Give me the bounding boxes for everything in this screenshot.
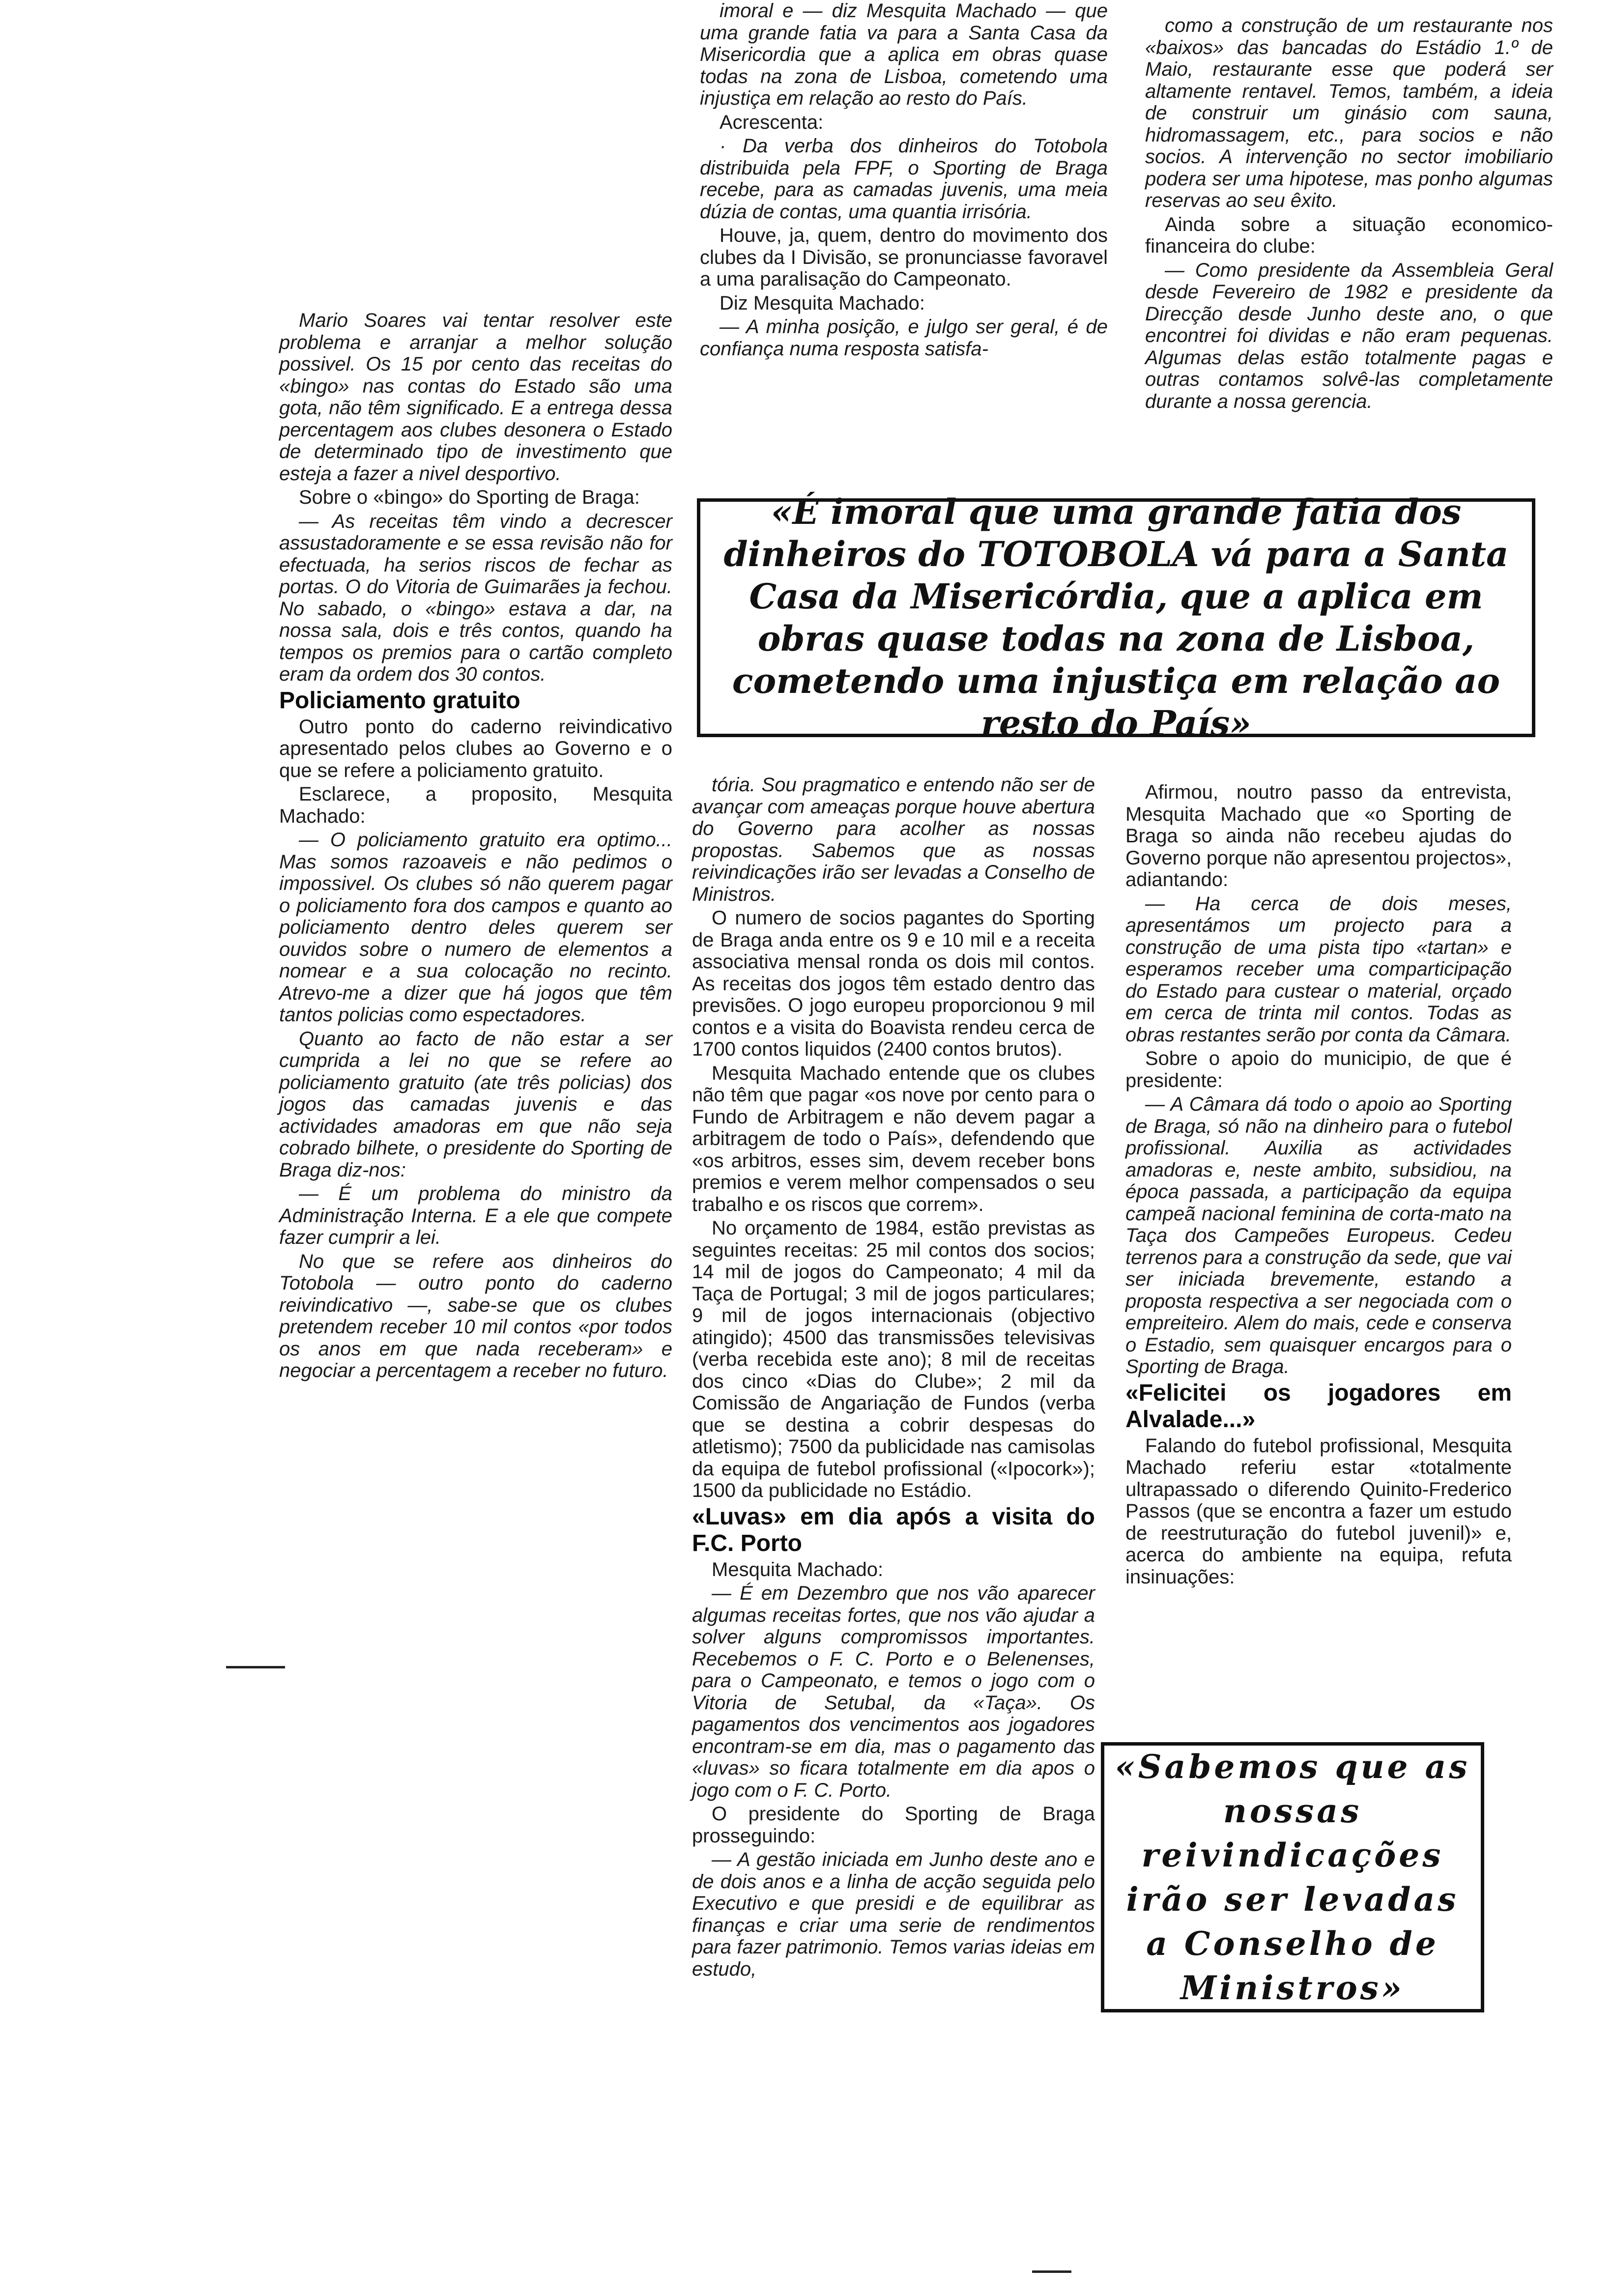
article-paragraph: — Ha cerca de dois meses, apresentámos um projecto para a construção de uma pista tipo «tartan» e esperamos receber uma comparticipação do Estado para custear o material, orçado em cerca de trinta mil contos. Todas as obras restantes serão por conta da Câmara. (1125, 892, 1512, 1046)
article-paragraph: — O policiamento gratuito era optimo... Mas somos razoaveis e não pedimos o impossivel. Os clubes só não querem pagar o policiamento fora dos campos e quanto ao policiamento dentro deles querem ser ouvidos sobre o numero de elementos a nomear e a sua colocação no recinto. Atrevo-me a dizer que há jogos que têm tantos policias como espectadores. (279, 829, 672, 1026)
article-paragraph: Sobre o «bingo» do Sporting de Braga: (299, 487, 640, 508)
pullquote-main-text: «É imoral que uma grande fatia dos dinheiros do TOTOBOLA vá para a Santa Casa da Misericórdia, que a aplica em obras quase todas na zona de Lisboa, cometendo uma injustiça em relação ao resto do País» (723, 491, 1509, 744)
article-paragraph: Acrescenta: (720, 111, 824, 133)
column-top-middle (700, 0, 1108, 362)
article-paragraph: Houve, ja, quem, dentro do movimento dos clubes da I Divisão, se pronunciasse favoravel a uma paralisação do Campeonato. (700, 225, 1108, 290)
article-paragraph: Sobre o apoio do municipio, de que é presidente: (1125, 1048, 1512, 1091)
article-paragraph: Afirmou, noutro passo da entrevista, Mesquita Machado que «o Sporting de Braga so ainda não recebeu ajudas do Governo porque não apresentou projectos», adiantando: (1125, 781, 1512, 890)
article-paragraph: · Da verba dos dinheiros do Totobola distribuida pela FPF, o Sporting de Braga recebe, para as camadas juvenis, uma meia dúzia de contas, uma quantia irrisória. (700, 135, 1108, 223)
article-paragraph: O numero de socios pagantes do Sporting de Braga anda entre os 9 e 10 mil e a receita associativa mensal ronda os dois mil contos. As receitas dos jogos têm estado dentro das previsões. O jogo europeu proporcionou 9 mil contos e a visita do Boavista rendeu cerca de 1700 contos liquidos (2400 contos brutos). (692, 907, 1095, 1060)
article-paragraph: Ainda sobre a situação economico-financeira do clube: (1145, 213, 1553, 257)
article-paragraph: como a construção de um restaurante nos «baixos» das bancadas do Estádio 1.º de Maio, restaurante esse que poderá ser altamente rentavel. Temos, também, a ideia de construir um ginásio com sauna, hidromassagem, etc., para socios e não socios. A intervenção no sector imobiliario podera ser uma hipotese, mas ponho algumas reservas ao seu êxito. (1145, 15, 1553, 211)
section-heading: «Luvas» em dia após a visita do F.C. Porto (692, 1503, 1095, 1556)
column-middle (692, 774, 1095, 1982)
column-left (279, 310, 672, 1384)
print-smudge-bottom (1032, 2270, 1071, 2273)
article-paragraph: Quanto ao facto de não estar a ser cumprida a lei no que se refere ao policiamento gratuito (ate três policias) dos jogos das camadas juvenis e das actividades amadoras em que não seja cobrado bilhete, o presidente do Sporting de Braga diz-nos: (279, 1028, 672, 1181)
article-paragraph: tória. Sou pragmatico e entendo não ser de avançar com ameaças porque houve abertura do Governo para acolher as nossas propostas. Sabemos que as nossas reivindicações irão ser levadas a Conselho de Ministros. (692, 774, 1095, 905)
article-paragraph: No orçamento de 1984, estão previstas as seguintes receitas: 25 mil contos dos socios; 14 mil de jogos do Campeonato; 4 mil da Taça de Portugal; 3 mil de jogos particulares; 9 mil de jogos internacionais (objectivo atingido); 4500 das transmissões televisivas (verba recebida este ano); 8 mil de receitas dos cinco «Dias do Clube»; 2 mil da Comissão de Angariação de Fundos (verba que se destina a cobrir despesas do atletismo); 7500 da publicidade nas camisolas da equipa de futebol profissional («Ipocork»); 1500 da publicidade no Estádio. (692, 1217, 1095, 1501)
article-paragraph: Outro ponto do caderno reivindicativo apresentado pelos clubes ao Governo e o que se refere a policiamento gratuito. (279, 716, 672, 781)
article-paragraph: O presidente do Sporting de Braga prosseguindo: (692, 1803, 1095, 1847)
column-top-right (1145, 15, 1553, 414)
article-paragraph: Mesquita Machado: (712, 1558, 884, 1580)
pullquote-secondary-box (1101, 1742, 1484, 2012)
pullquote-secondary-text: «Sabemos que as nossas reivindicações irão ser levadas a Conselho de Ministros» (1115, 1748, 1470, 2007)
article-paragraph: — É em Dezembro que nos vão aparecer algumas receitas fortes, que nos vão ajudar a solver alguns compromissos importantes. Recebemos o F. C. Porto e o Belenenses, para o Campeonato, e temos o jogo com o Vitoria de Setubal, da «Taça». Os pagamentos dos vencimentos aos jogadores encontram-se em dia, mas o pagamento das «luvas» so ficara totalmente em dia apos o jogo com o F. C. Porto. (692, 1582, 1095, 1801)
article-paragraph: Esclarece, a proposito, Mesquita Machado: (279, 783, 672, 827)
article-paragraph: Diz Mesquita Machado: (720, 292, 925, 314)
article-paragraph: Falando do futebol profissional, Mesquita Machado referiu estar «totalmente ultrapassado o diferendo Quinito-Frederico Passos (que se encontra a fazer um estudo de reestruturação do futebol juvenil)» e, acerca do ambiente na equipa, refuta insinuações: (1125, 1435, 1512, 1588)
print-smudge-left (226, 1666, 285, 1668)
article-paragraph: — É um problema do ministro da Administração Interna. E a ele que compete fazer cumprir a lei. (279, 1183, 672, 1248)
article-paragraph: — A gestão iniciada em Junho deste ano e de dois anos e a linha de acção seguida pelo Executivo e que presidi e de equilibrar as finanças e criar uma serie de rendimentos para fazer patrimonio. Temos varias ideias em estudo, (692, 1849, 1095, 1980)
section-heading: Policiamento gratuito (279, 687, 520, 714)
article-paragraph: No que se refere aos dinheiros do Totobola — outro ponto do caderno reivindicativo —, sabe-se que os clubes pretendem receber 10 mil contos «por todos os anos em que nada receberam» e negociar a percentagem a receber no futuro. (279, 1250, 672, 1381)
section-heading: «Felicitei os jogadores em Alvalade...» (1125, 1379, 1512, 1433)
article-paragraph: Mesquita Machado entende que os clubes não têm que pagar «os nove por cento para o Fundo de Arbitragem e não devem pagar a arbitragem de todo o País», defendendo que «os arbitros, esses sim, devem receber bons premios e verem melhor compensados o seu trabalho e os riscos que correm». (692, 1062, 1095, 1215)
article-paragraph: — A Câmara dá todo o apoio ao Sporting de Braga, só não na dinheiro para o futebol profissional. Auxilia as actividades amadoras e, neste ambito, subsidiou, na época passada, a participação da equipa campeã nacional feminina de corta-mato na Taça dos Campeões Europeus. Cedeu terrenos para a construção da sede, que vai ser iniciada brevemente, estando a proposta respectiva a ser negociada com o empreiteiro. Alem do mais, cede e conserva o Estadio, sem quaisquer encargos para o Sporting de Braga. (1125, 1093, 1512, 1378)
article-paragraph: — A minha posição, e julgo ser geral, é de confiança numa resposta satisfa- (700, 316, 1108, 360)
article-paragraph: imoral e — diz Mesquita Machado — que uma grande fatia va para a Santa Casa da Misericordia que a aplica em obras quase todas na zona de Lisboa, cometendo uma injustiça em relação ao resto do País. (700, 0, 1108, 109)
column-right (1125, 781, 1512, 1590)
article-paragraph: — Como presidente da Assembleia Geral desde Fevereiro de 1982 e presidente da Direcção desde Junho deste ano, o que encontrei foi dividas e não eram pequenas. Algumas delas estão totalmente pagas e outras contamos solvê-las completamente durante a nossa gerencia. (1145, 259, 1553, 412)
article-paragraph: — As receitas têm vindo a decrescer assustadoramente e se essa revisão não for efectuada, ha serios riscos de fechar as portas. O do Vitoria de Guimarães ja fechou. No sabado, o «bingo» estava a dar, na nossa sala, dois e três contos, quando ha tempos os premios para o cartão completo eram da ordem dos 30 contos. (279, 510, 672, 685)
article-paragraph: Mario Soares vai tentar resolver este problema e arranjar a melhor solução possivel. Os 15 por cento das receitas do «bingo» nas contas do Estado são uma gota, não têm significado. E a entrega dessa percentagem aos clubes desonera o Estado de determinado tipo de investimento que esteja a fazer a nivel desportivo. (279, 310, 672, 485)
pullquote-main-box (697, 491, 1535, 744)
